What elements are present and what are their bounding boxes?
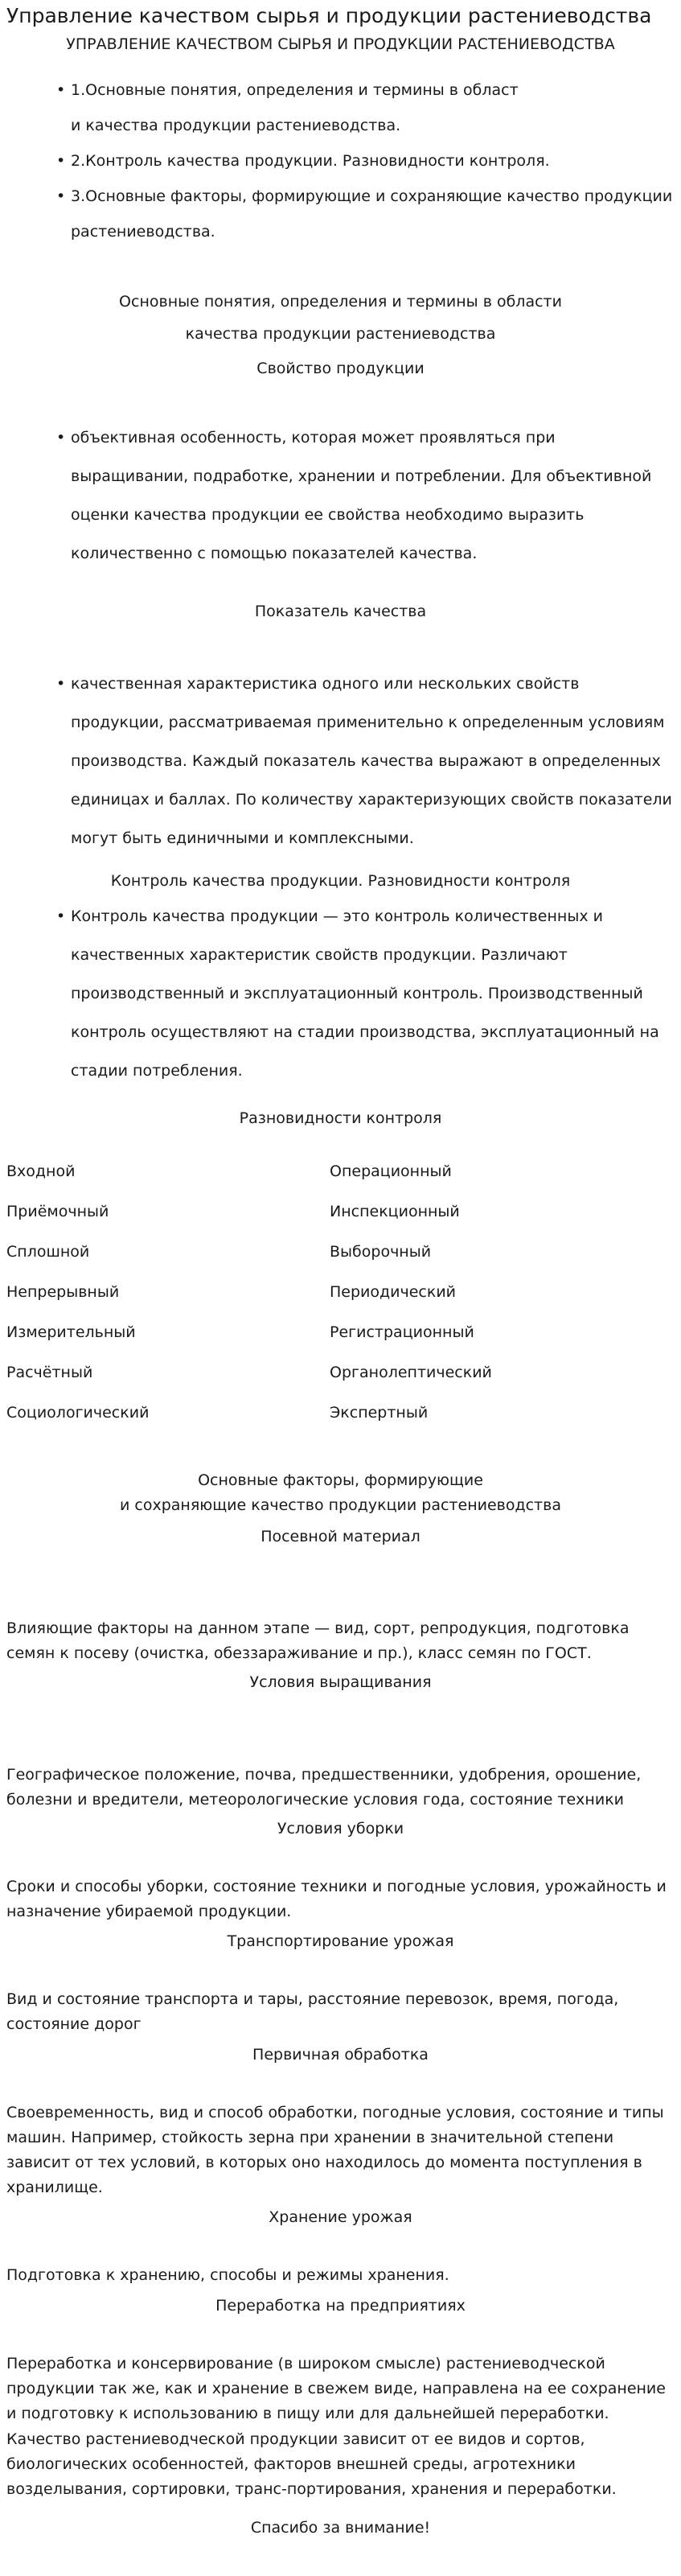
section1-heading-line-2: качества продукции растениеводства xyxy=(185,325,496,343)
control-line-1: • Контроль качества продукции — это контроль количественных и xyxy=(71,907,603,925)
transport-text-line-2: состояние дорог xyxy=(6,2015,142,2033)
seed-text xyxy=(6,1616,674,1666)
section2-heading: Контроль качества продукции. Разновидности контроля xyxy=(110,872,571,890)
primary-text-line-4: хранилище. xyxy=(6,2179,103,2196)
summary-text-line-2: биологических особенностей, факторов внешней среды, агротехники xyxy=(6,2455,576,2473)
summary-text xyxy=(6,2427,674,2502)
indicator-line-2: продукции, рассматриваемая применительно к определенным условиям xyxy=(71,714,665,731)
processing-text-line-1: Переработка и консервирование (в широком смысле) растениеводческой xyxy=(6,2355,605,2372)
control-type-left: Измерительный xyxy=(6,1323,136,1341)
page-subtitle: УПРАВЛЕНИЕ КАЧЕСТВОМ СЫРЬЯ И ПРОДУКЦИИ РАСТЕНИЕВОДСТВА xyxy=(66,35,615,53)
toc-item-1 xyxy=(71,72,675,143)
storage-heading: Хранение урожая xyxy=(269,2208,412,2226)
control-line-5: стадии потребления. xyxy=(71,1062,243,1080)
control-type-left: Расчётный xyxy=(6,1364,93,1381)
property-line-4: количественно с помощью показателей качества. xyxy=(71,545,478,562)
storage-text xyxy=(6,2263,674,2288)
toc-item-3-line-1: • 3.Основные факторы, формирующие и сохраняющие качество продукции xyxy=(71,187,673,205)
harvest-text xyxy=(6,1874,674,1924)
control-types-heading: Разновидности контроля xyxy=(239,1109,442,1127)
primary-processing-heading: Первичная обработка xyxy=(252,2046,429,2064)
control-type-right: Органолептический xyxy=(330,1364,492,1381)
indicator-heading: Показатель качества xyxy=(254,603,427,620)
toc-item-3 xyxy=(71,179,675,249)
primary-text-line-1: Своевременность, вид и способ обработки, погодные условия, состояние и типы xyxy=(6,2104,664,2121)
control-type-left: Сплошной xyxy=(6,1243,90,1261)
section3-heading xyxy=(0,1468,681,1518)
seed-heading: Посевной материал xyxy=(261,1528,420,1545)
property-definition xyxy=(71,418,675,573)
transport-text-line-1: Вид и состояние транспорта и тары, расстояние перевозок, время, погода, xyxy=(6,1990,619,2008)
growing-text-line-2: болезни и вредители, метеорологические условия года, состояние техники xyxy=(6,1791,625,1809)
toc-item-1-line-1: • 1.Основные понятия, определения и термины в област xyxy=(71,81,519,99)
indicator-definition xyxy=(71,665,675,858)
processing-text xyxy=(6,2352,674,2426)
harvest-text-line-2: назначение убираемой продукции. xyxy=(6,1903,292,1920)
control-type-right: Регистрационный xyxy=(330,1323,474,1341)
summary-text-line-1: Качество растениеводческой продукции зависит от ее видов и сортов, xyxy=(6,2430,585,2448)
primary-processing-text xyxy=(6,2101,674,2200)
control-line-3: производственный и эксплуатационный контроль. Производственный xyxy=(71,985,643,1002)
control-type-left: Входной xyxy=(6,1162,76,1180)
control-type-left: Социологический xyxy=(6,1404,150,1422)
section3-heading-line-1: Основные факторы, формирующие xyxy=(198,1471,483,1489)
toc-item-2-line-1: • 2.Контроль качества продукции. Разновидности контроля. xyxy=(71,152,550,170)
property-line-2: выращивании, подработке, хранении и потреблении. Для объективной xyxy=(71,467,652,485)
control-line-4: контроль осуществляют на стадии производства, эксплуатационный на xyxy=(71,1023,659,1041)
storage-text-line-1: Подготовка к хранению, способы и режимы хранения. xyxy=(6,2266,449,2284)
control-type-left: Приёмочный xyxy=(6,1203,109,1220)
control-type-right: Периодический xyxy=(330,1283,457,1301)
seed-text-line-2: семян к посеву (очистка, обеззараживание и пр.), класс семян по ГОСТ. xyxy=(6,1644,592,1662)
control-type-right: Инспекционный xyxy=(330,1203,460,1220)
toc-item-2 xyxy=(71,143,675,179)
control-type-right: Экспертный xyxy=(330,1404,429,1422)
processing-heading: Переработка на предприятиях xyxy=(215,2297,466,2315)
indicator-line-5: могут быть единичными и комплексными. xyxy=(71,829,414,847)
harvest-text-line-1: Сроки и способы уборки, состояние техники и погодные условия, урожайность и xyxy=(6,1878,667,1895)
primary-text-line-2: машин. Например, стойкость зерна при хранении в значительной степени xyxy=(6,2129,614,2146)
control-line-2: качественных характеристик свойств продукции. Различают xyxy=(71,946,568,964)
transport-heading: Транспортирование урожая xyxy=(227,1932,454,1950)
closing-text: Спасибо за внимание! xyxy=(250,2519,431,2537)
growing-heading: Условия выращивания xyxy=(249,1673,432,1691)
processing-text-line-3: и подготовку к использованию в пищу или для дальнейшей переработки. xyxy=(6,2405,609,2422)
control-type-right: Операционный xyxy=(330,1162,452,1180)
indicator-line-4: единицах и баллах. По количеству характеризующих свойств показатели xyxy=(71,791,672,809)
toc-item-1-line-2: и качества продукции растениеводства. xyxy=(71,117,401,134)
seed-text-line-1: Влияющие факторы на данном этапе — вид, сорт, репродукция, подготовка xyxy=(6,1619,630,1637)
growing-text xyxy=(6,1763,674,1813)
section3-heading-line-2: и сохраняющие качество продукции растениеводства xyxy=(120,1496,561,1514)
property-line-3: оценки качества продукции ее свойства необходимо выразить xyxy=(71,506,585,524)
control-type-left: Непрерывный xyxy=(6,1283,120,1301)
summary-text-line-3: возделывания, сортировки, транс-портирования, хранения и переработки. xyxy=(6,2480,617,2498)
page-title: Управление качеством сырья и продукции растениеводства xyxy=(6,4,652,27)
control-definition xyxy=(71,897,675,1090)
harvest-heading: Условия уборки xyxy=(277,1820,404,1837)
property-line-1: • объективная особенность, которая может проявляться при xyxy=(71,429,556,446)
transport-text xyxy=(6,1987,674,2037)
indicator-line-1: • качественная характеристика одного или нескольких свойств xyxy=(71,675,580,693)
property-heading: Свойство продукции xyxy=(256,360,425,377)
primary-text-line-3: зависит от тех условий, в которых оно находилось до момента поступления в xyxy=(6,2154,642,2171)
growing-text-line-1: Географическое положение, почва, предшественники, удобрения, орошение, xyxy=(6,1766,642,1784)
control-type-right: Выборочный xyxy=(330,1243,432,1261)
section1-heading xyxy=(0,286,681,350)
indicator-line-3: производства. Каждый показатель качества выражают в определенных xyxy=(71,752,661,770)
processing-text-line-2: продукции так же, как и хранение в свежем виде, направлена на ее сохранение xyxy=(6,2380,666,2397)
toc-item-3-line-2: растениеводства. xyxy=(71,223,215,241)
section1-heading-line-1: Основные понятия, определения и термины в области xyxy=(119,293,562,311)
